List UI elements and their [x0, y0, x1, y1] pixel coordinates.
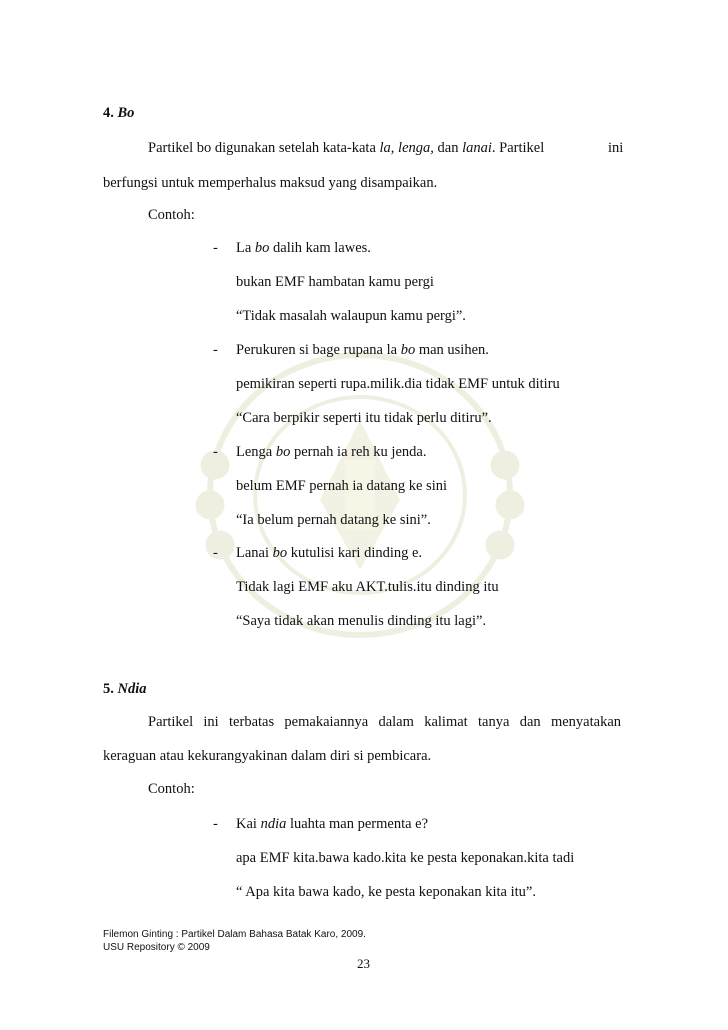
example-dash: - [213, 240, 218, 256]
example-translation: “Cara berpikir seperti itu tidak perlu ditiru”. [236, 410, 492, 426]
section-number: 5. [103, 681, 114, 697]
example-gloss: apa EMF kita.bawa kado.kita ke pesta keponakan.kita tadi [236, 850, 575, 866]
example-gloss: belum EMF pernah ia datang ke sini [236, 478, 448, 494]
page-number: 23 [357, 956, 370, 971]
example-translation: “Tidak masalah walaupun kamu pergi”. [236, 308, 466, 324]
example-translation: “Ia belum pernah datang ke sini”. [236, 512, 431, 528]
section-5-paragraph-line-2: keraguan atau kekurangyakinan dalam diri si pembicara. [103, 748, 432, 764]
example-sentence: La bo dalih kam lawes. [236, 240, 371, 256]
example-sentence: Lanai bo kutulisi kari dinding e. [236, 545, 423, 561]
section-4-paragraph-line-1: Partikel bo digunakan setelah kata-kata la, lenga, dan lanai. Partikel ini [148, 140, 624, 156]
section-4-heading [103, 105, 134, 122]
example-translation: “ Apa kita bawa kado, ke pesta keponakan kita itu”. [236, 884, 536, 900]
section-title: Bo [117, 105, 135, 121]
example-gloss: bukan EMF hambatan kamu pergi [236, 274, 434, 290]
example-dash: - [213, 444, 218, 460]
example-dash: - [213, 816, 218, 832]
section-4-contoh-label: Contoh: [148, 207, 195, 223]
example-sentence: Lenga bo pernah ia reh ku jenda. [236, 444, 427, 460]
example-dash: - [213, 342, 218, 358]
section-title: Ndia [117, 681, 147, 697]
section-5-paragraph-line-1: Partikel ini terbatas pemakaiannya dalam kalimat tanya dan menyatakan [148, 714, 621, 730]
example-gloss: pemikiran seperti rupa.milik.dia tidak EMF untuk ditiru [236, 376, 560, 392]
section-5-heading [103, 681, 147, 698]
section-5-contoh-label: Contoh: [148, 781, 195, 797]
example-sentence: Kai ndia luahta man permenta e? [236, 816, 429, 832]
example-gloss: Tidak lagi EMF aku AKT.tulis.itu dinding itu [236, 579, 499, 595]
footer-repository: USU Repository © 2009 [103, 942, 210, 953]
section-number: 4. [103, 105, 114, 121]
example-sentence: Perukuren si bage rupana la bo man usihen. [236, 342, 489, 358]
example-dash: - [213, 545, 218, 561]
example-translation: “Saya tidak akan menulis dinding itu lagi”. [236, 613, 487, 629]
section-4-paragraph-line-2: berfungsi untuk memperhalus maksud yang disampaikan. [103, 175, 438, 191]
footer-citation: Filemon Ginting : Partikel Dalam Bahasa Batak Karo, 2009. [103, 929, 366, 940]
